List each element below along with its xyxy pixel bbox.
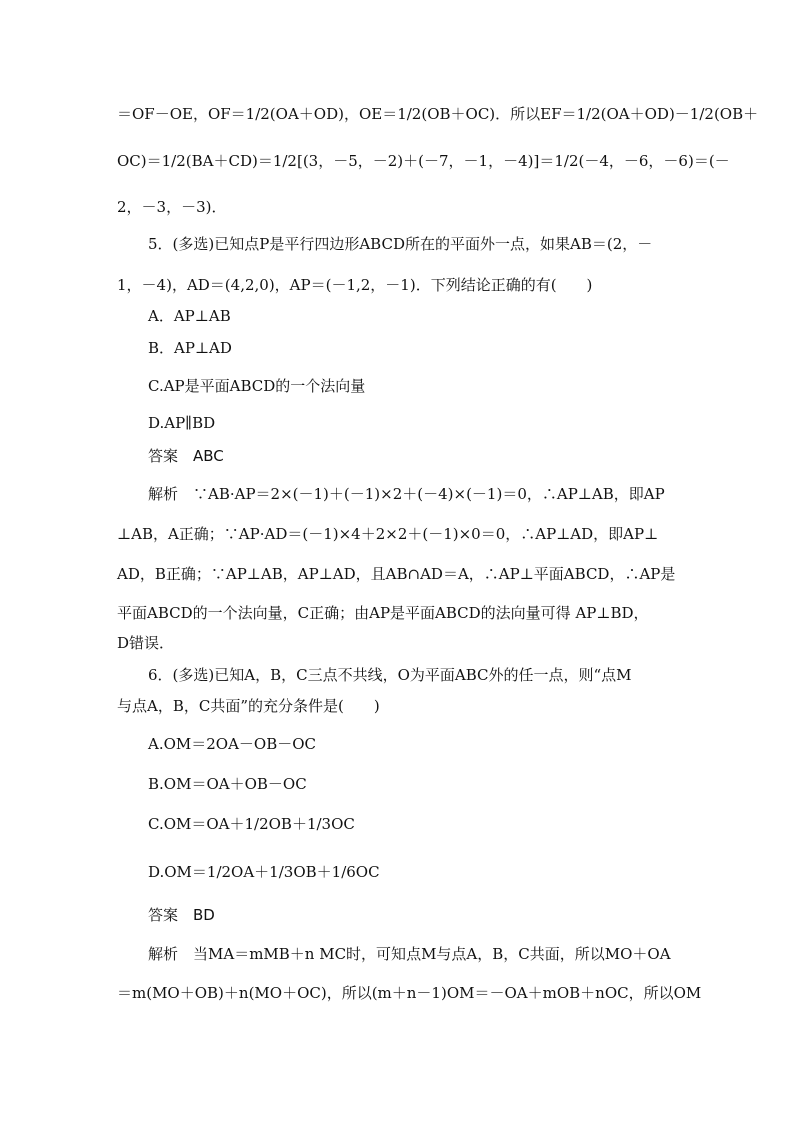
analysis-line: ⊥AB，A正确；∵AP·AD＝(－1)×4＋2×2＋(－1)×0＝0，∴AP⊥AD，即AP⊥ — [117, 525, 659, 543]
analysis-line: 平面ABCD的一个法向量，C正确；由AP是平面ABCD的法向量可得 AP⊥BD， — [117, 604, 649, 622]
question-5-text: 1，－4)，AD＝(4,2,0)，AP＝(－1,2，－1)．下列结论正确的有( ) — [117, 276, 593, 294]
option-b: B.OM＝OA＋OB－OC — [148, 775, 307, 793]
option-d: D.AP∥BD — [148, 414, 216, 432]
option-a: A.OM＝2OA－OB－OC — [148, 735, 317, 753]
option-b: B．AP⊥AD — [148, 339, 232, 357]
analysis-line: AD，B正确；∵AP⊥AB，AP⊥AD，且AB∩AD＝A，∴AP⊥平面ABCD，∴AP是 — [117, 565, 676, 583]
answer-line: 答案 ABC — [148, 447, 224, 465]
option-c: C.AP是平面ABCD的一个法向量 — [148, 377, 366, 395]
question-5-text: 5．(多选)已知点P是平行四边形ABCD所在的平面外一点，如果AB＝(2，－ — [148, 235, 653, 253]
question-6-text: 6．(多选)已知A，B，C三点不共线，O为平面ABC外的任一点，则“点M — [148, 666, 632, 684]
analysis-line: D错误． — [117, 634, 175, 652]
analysis-line: ＝m(MO＋OB)＋n(MO＋OC)，所以(m＋n－1)OM＝－OA＋mOB＋nOC，所以OM — [117, 984, 702, 1002]
option-a: A．AP⊥AB — [148, 307, 231, 325]
analysis-line: 解析 当MA＝mMB＋n MC时，可知点M与点A，B，C共面，所以MO＋OA — [148, 945, 671, 963]
question-6-text: 与点A，B，C共面”的充分条件是( ) — [117, 697, 380, 715]
text-line: ＝OF－OE，OF＝1/2(OA＋OD)，OE＝1/2(OB＋OC)．所以EF＝1/2(OA＋OD)－1/2(OB＋ — [117, 105, 759, 123]
text-line: OC)＝1/2(BA＋CD)＝1/2[(3，－5，－2)＋(－7，－1，－4)]＝1/2(－4，－6，－6)＝(－ — [117, 152, 730, 170]
option-c: C.OM＝OA＋1/2OB＋1/3OC — [148, 815, 355, 833]
text-line: 2，－3，－3)． — [117, 198, 227, 216]
answer-line: 答案 BD — [148, 906, 215, 924]
analysis-line: 解析 ∵AB·AP＝2×(－1)＋(－1)×2＋(－4)×(－1)＝0，∴AP⊥AB，即AP — [148, 485, 665, 503]
option-d: D.OM＝1/2OA＋1/3OB＋1/6OC — [148, 863, 380, 881]
